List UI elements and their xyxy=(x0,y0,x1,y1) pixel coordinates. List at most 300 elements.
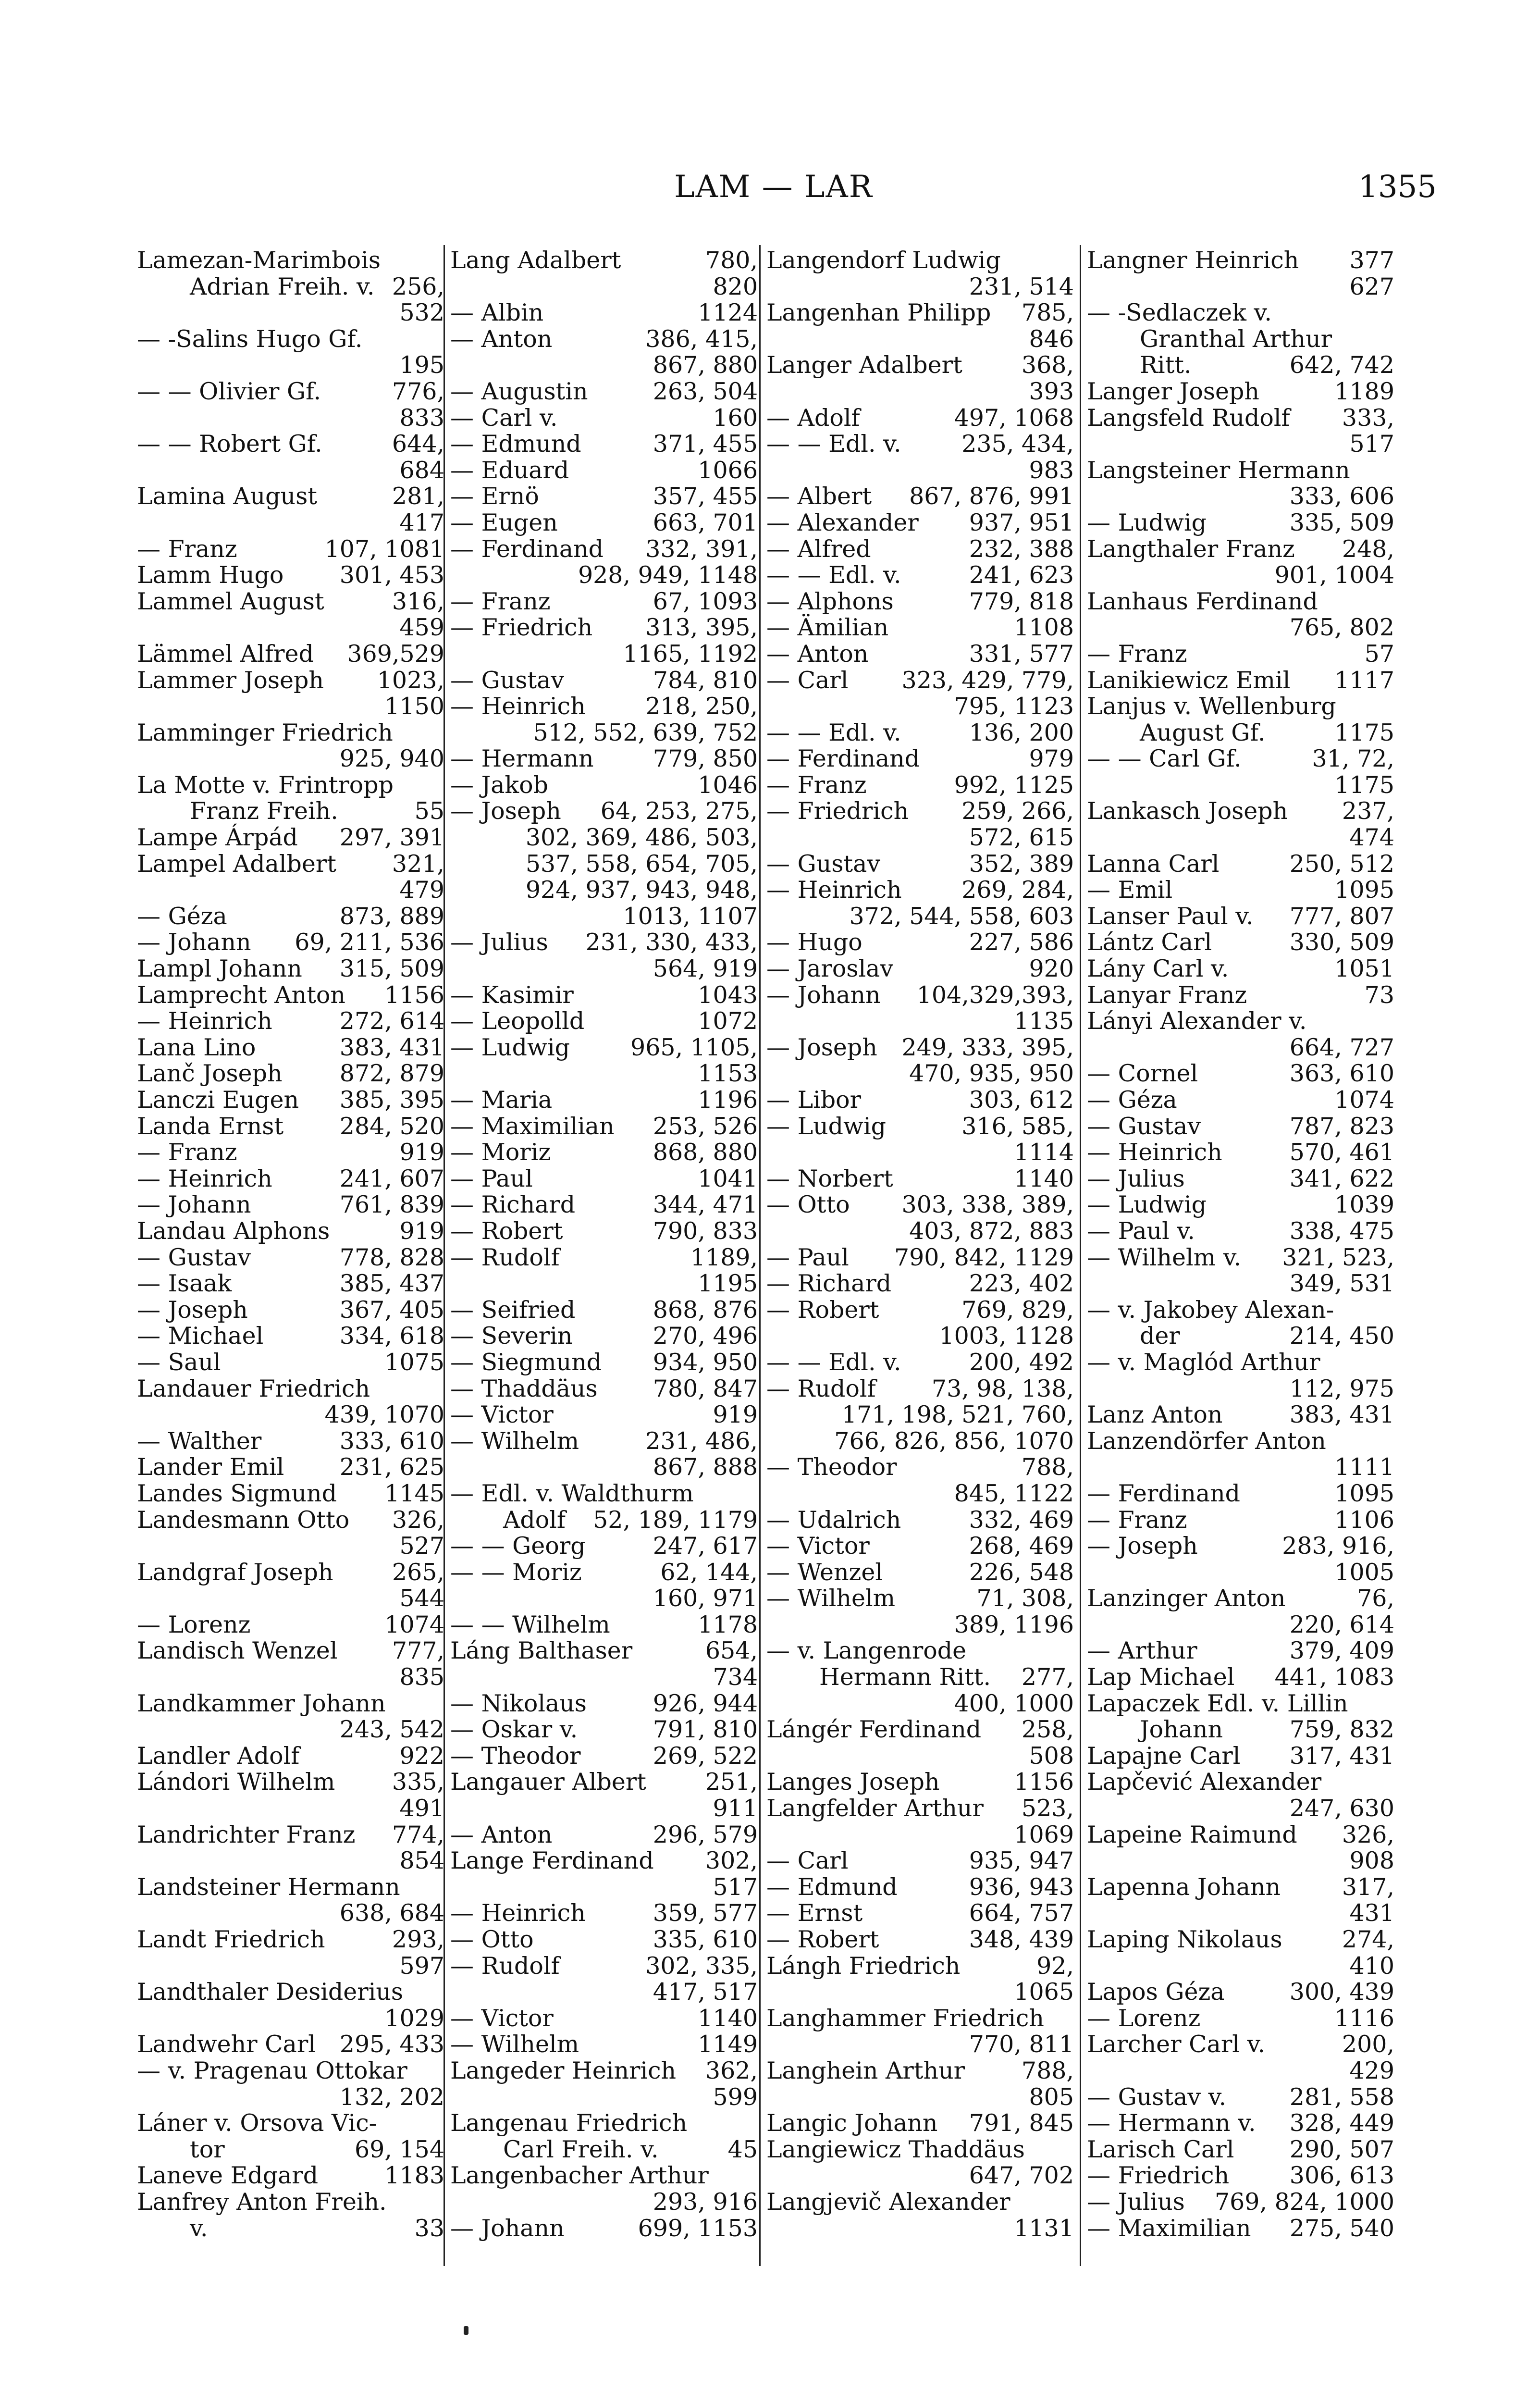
index-name: — Eduard xyxy=(450,456,569,484)
index-pages: 1131 xyxy=(1014,2214,1074,2242)
index-pages: 1175 xyxy=(1334,718,1394,746)
index-line xyxy=(450,2058,758,2084)
index-name: — Cornel xyxy=(1087,1060,1198,1088)
index-line xyxy=(450,1166,758,1192)
index-name: Lammel August xyxy=(137,587,324,615)
index-pages: 302, 369, 486, 503, xyxy=(525,824,758,852)
index-line xyxy=(137,1638,444,1664)
index-name: Langsfeld Rudolf xyxy=(1087,404,1290,432)
index-line xyxy=(1087,1560,1394,1586)
index-pages: 1150 xyxy=(384,693,444,720)
index-pages: 769, 824, 1000 xyxy=(1214,2188,1394,2216)
index-line xyxy=(137,1717,444,1743)
index-name: — Heinrich xyxy=(137,1164,272,1192)
index-line xyxy=(766,1507,1074,1534)
index-pages: 300, 439 xyxy=(1289,1978,1394,2006)
index-line xyxy=(450,379,758,405)
index-pages: 908 xyxy=(1349,1847,1394,1875)
index-line xyxy=(1087,615,1394,641)
index-pages: 664, 727 xyxy=(1289,1033,1394,1061)
index-line xyxy=(450,1271,758,1297)
index-pages: 227, 586 xyxy=(969,929,1074,956)
column-divider xyxy=(1080,245,1081,2266)
index-line xyxy=(1087,2137,1394,2163)
index-name: — Seifried xyxy=(450,1296,576,1324)
index-line xyxy=(137,904,444,930)
index-name: Franz Freih. xyxy=(190,797,338,825)
index-line xyxy=(1087,2084,1394,2111)
index-name: — v. Pragenau Ottokar xyxy=(137,2056,407,2084)
index-name: Lampe Árpád xyxy=(137,824,298,852)
index-pages: 333, 610 xyxy=(339,1427,444,1455)
index-name: Lángh Friedrich xyxy=(766,1952,961,1980)
index-line xyxy=(450,1245,758,1271)
index-name: — Wilhelm xyxy=(450,1427,579,1455)
index-pages: 761, 839 xyxy=(339,1191,444,1219)
index-pages: 281, 558 xyxy=(1289,2083,1394,2111)
index-line xyxy=(450,1035,758,1061)
index-pages: 247, 617 xyxy=(653,1532,758,1560)
index-line xyxy=(137,1402,444,1428)
index-name: Laping Nikolaus xyxy=(1087,1926,1282,1953)
index-name: — Maria xyxy=(450,1086,553,1114)
index-pages: 868, 876 xyxy=(653,1296,758,1324)
index-line xyxy=(766,641,1074,668)
index-name: — Johann xyxy=(137,1191,251,1219)
index-name: Lankasch Joseph xyxy=(1087,797,1288,825)
index-line xyxy=(450,1114,758,1140)
index-line xyxy=(137,746,444,772)
index-pages: 638, 684 xyxy=(339,1899,444,1927)
index-name: Laneve Edgard xyxy=(137,2162,319,2190)
index-line xyxy=(137,1874,444,1901)
index-line xyxy=(450,1140,758,1166)
index-line xyxy=(137,1297,444,1324)
index-line xyxy=(1087,1323,1394,1350)
index-name: — Gustav v. xyxy=(1087,2083,1227,2111)
index-name: Lántz Carl xyxy=(1087,929,1212,956)
index-line xyxy=(766,405,1074,432)
index-name: Lanz Anton xyxy=(1087,1401,1223,1429)
index-pages: 699, 1153 xyxy=(638,2214,758,2242)
index-pages: 777, xyxy=(392,1637,444,1665)
index-line xyxy=(766,746,1074,772)
index-name: — Ferdinand xyxy=(766,745,920,773)
index-name: Lány Carl v. xyxy=(1087,955,1229,983)
index-pages: 1005 xyxy=(1334,1558,1394,1586)
index-line xyxy=(450,825,758,851)
index-pages: 774, xyxy=(392,1821,444,1848)
index-name: Lapajne Carl xyxy=(1087,1742,1241,1770)
index-name: Lanna Carl xyxy=(1087,850,1220,878)
index-line xyxy=(137,1507,444,1534)
index-name: — v. Langenrode xyxy=(766,1637,967,1665)
index-name: — Alphons xyxy=(766,587,894,615)
index-pages: 532 xyxy=(399,299,444,327)
index-line xyxy=(450,326,758,353)
index-pages: 791, 810 xyxy=(653,1716,758,1744)
index-name: — Richard xyxy=(450,1191,576,1219)
index-name: — Michael xyxy=(137,1322,264,1350)
index-pages: 55 xyxy=(414,797,444,825)
index-pages: 1117 xyxy=(1334,666,1394,694)
index-pages: 901, 1004 xyxy=(1274,561,1394,589)
index-line xyxy=(137,1192,444,1218)
index-line xyxy=(766,274,1074,300)
index-line xyxy=(137,1114,444,1140)
index-pages: 333, 606 xyxy=(1289,483,1394,510)
index-line xyxy=(1087,1035,1394,1061)
index-name: — Lorenz xyxy=(137,1610,251,1638)
index-line xyxy=(766,720,1074,746)
index-pages: 911 xyxy=(713,1795,758,1822)
index-line xyxy=(766,1271,1074,1297)
index-line xyxy=(1087,1927,1394,1953)
index-line xyxy=(1087,1218,1394,1245)
index-pages: 684 xyxy=(399,456,444,484)
index-pages: 780, xyxy=(705,248,758,274)
index-line xyxy=(137,2084,444,2111)
index-line xyxy=(1087,1717,1394,1743)
index-line xyxy=(1087,1192,1394,1218)
index-name: — Friedrich xyxy=(1087,2162,1230,2190)
page-number: 1355 xyxy=(1358,169,1437,205)
index-name: — Hugo xyxy=(766,929,862,956)
index-pages: 293, 916 xyxy=(653,2188,758,2216)
index-pages: 924, 937, 943, 948, xyxy=(525,876,758,904)
index-pages: 372, 544, 558, 603 xyxy=(849,902,1074,930)
index-name: — Ernö xyxy=(450,483,539,510)
index-line xyxy=(450,1638,758,1664)
index-name: — Otto xyxy=(450,1926,534,1953)
index-name: Lanjus v. Wellenburg xyxy=(1087,693,1336,720)
index-line xyxy=(766,1874,1074,1901)
index-pages: 349, 531 xyxy=(1289,1270,1394,1298)
index-line xyxy=(450,405,758,432)
index-name: Lanč Joseph xyxy=(137,1060,283,1088)
index-pages: 537, 558, 654, 705, xyxy=(525,850,758,878)
index-pages: 57 xyxy=(1364,640,1394,668)
index-line xyxy=(137,431,444,458)
index-line xyxy=(1087,1612,1394,1638)
index-pages: 1043 xyxy=(698,981,758,1009)
index-pages: 572, 615 xyxy=(969,824,1074,852)
index-line xyxy=(137,1454,444,1481)
index-line xyxy=(766,1402,1074,1428)
index-line xyxy=(450,1560,758,1586)
index-name: — Leopolld xyxy=(450,1007,585,1035)
page-header-title: LAM — LAR xyxy=(674,169,873,205)
index-pages: 527 xyxy=(399,1532,444,1560)
index-pages: 1003, 1128 xyxy=(939,1322,1074,1350)
index-pages: 393 xyxy=(1029,377,1074,405)
index-line xyxy=(137,1481,444,1507)
index-name: Lapenna Johann xyxy=(1087,1873,1281,1901)
index-pages: 389, 1196 xyxy=(954,1610,1074,1638)
index-name: — Paul xyxy=(766,1243,849,1271)
index-name: — Carl xyxy=(766,1847,849,1875)
index-line xyxy=(137,1533,444,1560)
index-pages: 564, 919 xyxy=(653,955,758,983)
index-line xyxy=(1087,510,1394,536)
index-pages: 281, xyxy=(392,483,444,510)
index-line xyxy=(137,458,444,484)
index-pages: 352, 389 xyxy=(969,850,1074,878)
index-pages: 919 xyxy=(713,1401,758,1429)
index-line xyxy=(450,2031,758,2058)
index-pages: 256, xyxy=(392,273,444,300)
index-name: Lang Adalbert xyxy=(450,248,621,274)
index-line xyxy=(1087,982,1394,1009)
index-pages: 459 xyxy=(399,614,444,642)
index-pages: 226, 548 xyxy=(969,1558,1074,1586)
index-line xyxy=(450,1428,758,1455)
index-line xyxy=(766,1612,1074,1638)
index-line xyxy=(1087,379,1394,405)
index-line xyxy=(1087,2216,1394,2242)
index-pages: 517 xyxy=(713,1873,758,1901)
index-line xyxy=(137,1245,444,1271)
index-pages: 1072 xyxy=(698,1007,758,1035)
index-pages: 200, 492 xyxy=(969,1348,1074,1376)
index-name: — Alexander xyxy=(766,508,919,536)
index-pages: 1189, xyxy=(690,1243,758,1271)
index-name: — Joseph xyxy=(766,1033,877,1061)
index-name: — Moriz xyxy=(450,1139,551,1166)
index-pages: 62, 144, xyxy=(660,1558,758,1586)
index-name: — Edmund xyxy=(766,1873,898,1901)
index-line xyxy=(137,1218,444,1245)
index-line xyxy=(450,1848,758,1874)
index-pages: 296, 579 xyxy=(653,1821,758,1848)
index-name: — Siegmund xyxy=(450,1348,602,1376)
index-name: — Joseph xyxy=(137,1296,248,1324)
index-pages: 512, 552, 639, 752 xyxy=(533,718,758,746)
index-line xyxy=(137,1822,444,1848)
index-line xyxy=(1087,694,1394,720)
index-name: — Franz xyxy=(450,587,551,615)
index-pages: 780, 847 xyxy=(653,1375,758,1402)
index-name: — Emil xyxy=(1087,876,1173,904)
index-pages: 491 xyxy=(399,1795,444,1822)
index-pages: 965, 1105, xyxy=(630,1033,758,1061)
index-pages: 784, 810 xyxy=(653,666,758,694)
index-name: Langeder Heinrich xyxy=(450,2056,677,2084)
index-pages: 385, 437 xyxy=(339,1270,444,1298)
index-pages: 200, xyxy=(1342,2031,1394,2058)
index-name: — Severin xyxy=(450,1322,573,1350)
index-line xyxy=(766,2031,1074,2058)
index-pages: 1074 xyxy=(384,1610,444,1638)
index-name: — Rudolf xyxy=(450,1243,560,1271)
index-line xyxy=(450,746,758,772)
index-pages: 251, xyxy=(705,1768,758,1796)
index-line xyxy=(1087,483,1394,510)
index-pages: 33 xyxy=(414,2214,444,2242)
index-column-3 xyxy=(766,248,1074,2266)
index-pages: 301, 453 xyxy=(339,561,444,589)
index-pages: 644, xyxy=(392,430,444,458)
index-pages: 497, 1068 xyxy=(954,404,1074,432)
index-pages: 112, 975 xyxy=(1289,1375,1394,1402)
index-pages: 45 xyxy=(727,2135,758,2163)
index-line xyxy=(766,1297,1074,1324)
index-line xyxy=(766,1323,1074,1350)
index-line xyxy=(766,458,1074,484)
index-name: Landau Alphons xyxy=(137,1217,330,1245)
index-pages: 107, 1081 xyxy=(324,535,444,563)
index-name: Langjevič Alexander xyxy=(766,2188,1010,2216)
index-line xyxy=(766,1822,1074,1848)
index-line xyxy=(1087,352,1394,379)
index-pages: 919 xyxy=(399,1139,444,1166)
index-line xyxy=(766,615,1074,641)
index-line xyxy=(450,1376,758,1402)
index-column-1 xyxy=(137,248,444,2266)
index-column-4 xyxy=(1087,248,1394,2266)
index-line xyxy=(766,851,1074,878)
index-line xyxy=(766,982,1074,1009)
index-line xyxy=(450,589,758,615)
index-line xyxy=(137,798,444,825)
index-line xyxy=(1087,1664,1394,1691)
index-pages: 544 xyxy=(399,1585,444,1612)
index-line xyxy=(766,2216,1074,2242)
index-line xyxy=(450,2216,758,2242)
index-pages: 992, 1125 xyxy=(954,771,1074,799)
index-pages: 1069 xyxy=(1014,1821,1074,1848)
index-pages: 474 xyxy=(1349,824,1394,852)
index-line xyxy=(137,2031,444,2058)
index-pages: 479 xyxy=(399,876,444,904)
index-name: Langic Johann xyxy=(766,2109,938,2137)
index-line xyxy=(137,1428,444,1455)
index-line xyxy=(1087,1979,1394,2006)
index-pages: 1183 xyxy=(384,2162,444,2190)
index-pages: 523, xyxy=(1021,1795,1074,1822)
index-line xyxy=(450,1454,758,1481)
index-name: Langes Joseph xyxy=(766,1768,940,1796)
index-line xyxy=(450,2006,758,2032)
index-line xyxy=(766,1560,1074,1586)
index-line xyxy=(450,1297,758,1324)
index-pages: 790, 833 xyxy=(653,1217,758,1245)
index-line xyxy=(137,483,444,510)
index-name: — Edl. v. Waldthurm xyxy=(450,1479,694,1507)
index-name: Landisch Wenzel xyxy=(137,1637,338,1665)
index-pages: 303, 612 xyxy=(969,1086,1074,1114)
index-pages: 1095 xyxy=(1334,1479,1394,1507)
index-pages: 928, 949, 1148 xyxy=(578,561,758,589)
index-line xyxy=(450,956,758,982)
index-line xyxy=(450,772,758,799)
index-pages: 508 xyxy=(1029,1742,1074,1770)
index-line xyxy=(766,798,1074,825)
index-name: — Carl v. xyxy=(450,404,558,432)
index-line xyxy=(137,1585,444,1612)
index-pages: 268, 469 xyxy=(969,1532,1074,1560)
index-name: — Johann xyxy=(766,981,881,1009)
index-name: Langhammer Friedrich xyxy=(766,2004,1044,2032)
index-pages: 926, 944 xyxy=(653,1689,758,1717)
index-name: — Johann xyxy=(137,929,251,956)
index-line xyxy=(766,1428,1074,1455)
index-name: Lanfrey Anton Freih. xyxy=(137,2188,387,2216)
index-name: — v. Maglód Arthur xyxy=(1087,1348,1320,1376)
index-line xyxy=(450,1822,758,1848)
index-name: — Oskar v. xyxy=(450,1716,578,1744)
index-name: Landrichter Franz xyxy=(137,1821,356,1848)
index-pages: 248, xyxy=(1342,535,1394,563)
index-name: Lándori Wilhelm xyxy=(137,1768,335,1796)
index-line xyxy=(1087,1638,1394,1664)
index-name: Lanzendörfer Anton xyxy=(1087,1427,1326,1455)
index-line xyxy=(1087,1796,1394,1822)
index-line xyxy=(1087,2163,1394,2189)
index-line xyxy=(450,2084,758,2111)
index-line xyxy=(450,510,758,536)
index-line xyxy=(137,877,444,904)
index-pages: 371, 455 xyxy=(653,430,758,458)
index-line xyxy=(766,352,1074,379)
index-name: Langenbacher Arthur xyxy=(450,2162,709,2190)
index-pages: 386, 415, xyxy=(645,325,758,353)
index-name: — Franz xyxy=(1087,640,1187,668)
index-pages: 275, 540 xyxy=(1289,2214,1394,2242)
index-name: Lange Ferdinand xyxy=(450,1847,654,1875)
index-line xyxy=(766,1454,1074,1481)
index-pages: 1149 xyxy=(698,2031,758,2058)
index-line xyxy=(1087,1061,1394,1087)
index-pages: 73 xyxy=(1364,981,1394,1009)
index-pages: 297, 391 xyxy=(339,824,444,852)
index-pages: 249, 333, 395, xyxy=(901,1033,1074,1061)
index-pages: 71, 308, xyxy=(976,1585,1074,1612)
index-line xyxy=(766,956,1074,982)
index-pages: 867, 880 xyxy=(653,351,758,379)
index-name: Lapeine Raimund xyxy=(1087,1821,1297,1848)
index-name: Lamezan-Marimbois xyxy=(137,248,381,274)
index-line xyxy=(766,1008,1074,1035)
index-line xyxy=(450,1402,758,1428)
index-pages: 363, 610 xyxy=(1289,1060,1394,1088)
index-name: Lampl Johann xyxy=(137,955,302,983)
index-name: Lana Lino xyxy=(137,1033,256,1061)
index-pages: 1165, 1192 xyxy=(623,640,758,668)
index-pages: 785, xyxy=(1021,299,1074,327)
index-line xyxy=(137,1271,444,1297)
index-pages: 357, 455 xyxy=(653,483,758,510)
index-name: — Edmund xyxy=(450,430,581,458)
index-name: Lander Emil xyxy=(137,1453,284,1481)
index-pages: 243, 542 xyxy=(339,1716,444,1744)
index-line xyxy=(766,1481,1074,1507)
index-line xyxy=(450,1087,758,1114)
index-pages: 328, 449 xyxy=(1289,2109,1394,2137)
index-line xyxy=(1087,1507,1394,1534)
index-name: — Otto xyxy=(766,1191,850,1219)
index-name: — Anton xyxy=(766,640,869,668)
index-pages: 283, 916, xyxy=(1282,1532,1394,1560)
index-pages: 820 xyxy=(713,273,758,300)
index-name: — Walther xyxy=(137,1427,262,1455)
index-name: — Gustav xyxy=(137,1243,251,1271)
index-line xyxy=(137,2189,444,2216)
index-line xyxy=(450,929,758,956)
index-name: — Kasimir xyxy=(450,981,574,1009)
index-name: — Gustav xyxy=(1087,1112,1201,1140)
index-line xyxy=(766,1350,1074,1376)
